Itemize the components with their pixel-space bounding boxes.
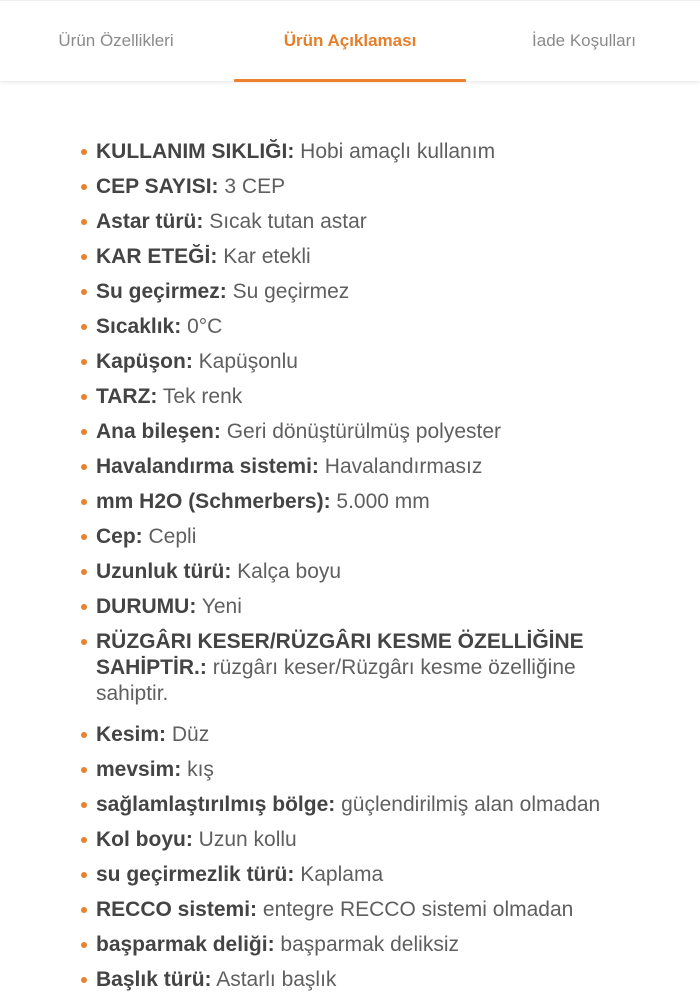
spec-item-pocket-count (80, 169, 700, 204)
spec-key: Su geçirmez: (96, 280, 227, 303)
spec-key: Sıcaklık: (96, 315, 182, 338)
spec-value: Kar etekli (223, 245, 311, 268)
spec-value: Kaplama (300, 863, 384, 886)
spec-item-waterproof-type (80, 857, 700, 892)
spec-key: başparmak deliği: (96, 933, 275, 956)
spec-value: entegre RECCO sistemi olmadan (262, 898, 574, 921)
spec-item-water-column (80, 484, 700, 519)
spec-key: KAR ETEĞİ: (96, 245, 218, 268)
spec-item-pocket (80, 519, 700, 554)
spec-key: Kesim: (96, 723, 167, 746)
spec-key: mevsim: (96, 758, 182, 781)
spec-value: Tek renk (162, 385, 243, 408)
spec-item-lining-type (80, 204, 700, 239)
spec-value: 3 CEP (224, 175, 286, 198)
tab-product-description[interactable]: Ürün Açıklaması (232, 1, 468, 81)
spec-value: Yeni (201, 595, 242, 618)
spec-key: Havalandırma sistemi: (96, 455, 319, 478)
spec-item-main-component (80, 414, 700, 449)
spec-value: 5.000 mm (336, 490, 430, 513)
spec-item-windproof (80, 624, 636, 717)
spec-item-snow-skirt (80, 239, 700, 274)
spec-key: Uzunluk türü: (96, 560, 232, 583)
spec-item-season (80, 752, 700, 787)
spec-value: Havalandırmasız (324, 455, 483, 478)
spec-key: RECCO sistemi: (96, 898, 258, 921)
spec-value: Sıcak tutan astar (209, 210, 367, 233)
spec-value: Kalça boyu (237, 560, 342, 583)
spec-item-recco-system (80, 892, 700, 927)
spec-item-ventilation (80, 449, 700, 484)
spec-value: Su geçirmez (232, 280, 350, 303)
spec-value: Düz (171, 723, 210, 746)
spec-value: Hobi amaçlı kullanım (300, 140, 496, 163)
spec-item-hood (80, 344, 700, 379)
spec-key: KULLANIM SIKLIĞI: (96, 140, 295, 163)
spec-value: rüzgârı keser/Rüzgârı kesme özelliğine sahiptir. (96, 656, 576, 705)
spec-item-length-type (80, 554, 700, 589)
spec-value: başparmak deliksiz (280, 933, 459, 956)
spec-item-sleeve-length (80, 822, 700, 857)
spec-key: TARZ: (96, 385, 158, 408)
spec-value: Cepli (148, 525, 197, 548)
spec-key: DURUMU: (96, 595, 197, 618)
spec-item-cut (80, 717, 700, 752)
spec-key: su geçirmezlik türü: (96, 863, 295, 886)
spec-item-temperature (80, 309, 700, 344)
spec-value: Astarlı başlık (216, 968, 337, 991)
spec-key: sağlamlaştırılmış bölge: (96, 793, 336, 816)
spec-key: CEP SAYISI: (96, 175, 219, 198)
spec-value: Kapüşonlu (198, 350, 298, 373)
spec-value: 0°C (187, 315, 223, 338)
spec-item-reinforced-area (80, 787, 700, 822)
spec-key: Cep: (96, 525, 143, 548)
spec-value: Uzun kollu (198, 828, 297, 851)
spec-key: mm H2O (Schmerbers): (96, 490, 331, 513)
spec-key: Kol boyu: (96, 828, 193, 851)
spec-key: Kapüşon: (96, 350, 193, 373)
tab-product-features[interactable]: Ürün Özellikleri (58, 31, 174, 50)
tab-return-conditions[interactable]: İade Koşulları (532, 31, 636, 50)
spec-key: Başlık türü: (96, 968, 212, 991)
spec-value: güçlendirilmiş alan olmadan (341, 793, 601, 816)
spec-value: kış (187, 758, 214, 781)
spec-key: Astar türü: (96, 210, 204, 233)
spec-list (80, 134, 700, 997)
spec-key: RÜZGÂRI KESER/RÜZGÂRI KESME ÖZELLİĞİNE SAHİPTİR.: (96, 630, 584, 679)
spec-item-waterproof (80, 274, 700, 309)
spec-item-style (80, 379, 700, 414)
spec-item-thumb-hole (80, 927, 700, 962)
spec-value: Geri dönüştürülmüş polyester (226, 420, 502, 443)
spec-item-condition (80, 589, 700, 624)
spec-item-usage-frequency (80, 134, 700, 169)
spec-key: Ana bileşen: (96, 420, 221, 443)
